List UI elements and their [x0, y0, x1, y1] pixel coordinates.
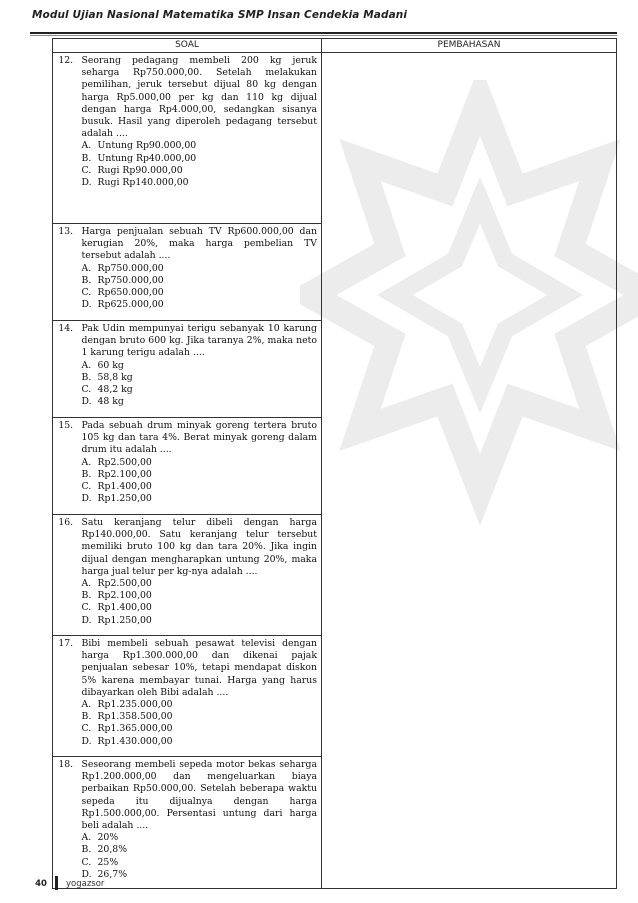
option-c: C. Rugi Rp90.000,00: [81, 164, 183, 176]
question-text: Bibi membeli sebuah pesawat televisi dengan harga Rp1.300.000,00 dan dikenai pajak penjualan sebesar 10%, tetapi mendapat diskon 5% karena membayar tunai. Harga yang harus dibayarkan oleh Bibi adalah ....: [81, 638, 317, 698]
question-cell: [79, 636, 322, 757]
header-title: Modul Ujian Nasional Matematika SMP Insan Cendekia Madani: [32, 9, 408, 21]
question-text: Seseorang membeli sepeda motor bekas seharga Rp1.200.000,00 dan mengeluarkan biaya perbaikan Rp50.000,00. Setelah beberapa waktu sepeda itu dijualnya dengan harga Rp1.500.000,00. Persentasi untung dari harga beli adalah ....: [81, 759, 317, 832]
footer-divider: [55, 876, 58, 890]
option-d: D. Rp1.250,00: [81, 493, 152, 505]
question-cell: [79, 321, 322, 418]
question-text: Pak Udin mempunyai terigu sebanyak 10 karung dengan bruto 600 kg. Jika taranya 2%, maka neto 1 karung terigu adalah ....: [81, 323, 317, 359]
question-table: [52, 38, 617, 889]
option-b: B. 58,8 kg: [81, 371, 133, 383]
question-cell: [79, 418, 322, 515]
footer-text: yogazsor: [66, 879, 105, 889]
option-a: A. Rp750.000,00: [81, 262, 164, 274]
question-number: 13.: [53, 224, 79, 321]
question-text: Seorang pedagang membeli 200 kg jeruk seharga Rp750.000,00. Setelah melakukan pemilihan, jeruk tersebut dijual 80 kg dengan harga Rp5.000,00 per kg dan 110 kg dijual dengan harga Rp4.000,00, sedangkan sisanya busuk. Hasil yang diperoleh pedagang tersebut adalah ....: [81, 55, 317, 140]
pembahasan-cell: [322, 53, 617, 889]
option-d: D. Rp625.000,00: [81, 299, 164, 311]
option-d: D. Rp1.430.000,00: [81, 735, 173, 747]
question-number: 17.: [53, 636, 79, 757]
option-c: C. 48,2 kg: [81, 384, 133, 396]
option-a: A. Rp2.500,00: [81, 456, 152, 468]
column-header-soal: SOAL: [53, 39, 322, 53]
column-header-pembahasan: PEMBAHASAN: [322, 39, 617, 53]
page-number: 40: [35, 879, 47, 889]
question-text: Pada sebuah drum minyak goreng tertera bruto 105 kg dan tara 4%. Berat minyak goreng dalam drum itu adalah ....: [81, 420, 317, 456]
question-text: Harga penjualan sebuah TV Rp600.000,00 dan kerugian 20%, maka harga pembelian TV tersebut adalah ....: [81, 226, 317, 262]
option-d: D. Rp1.250,00: [81, 614, 152, 626]
header-rule-thin: [30, 35, 617, 36]
option-a: A. Untung Rp90.000,00: [81, 140, 197, 152]
question-cell: [79, 224, 322, 321]
question-cell: [79, 515, 322, 636]
question-cell: [79, 757, 322, 889]
option-c: C. Rp1.400,00: [81, 602, 152, 614]
option-b: B. Untung Rp40.000,00: [81, 152, 197, 164]
question-cell: [79, 53, 322, 224]
option-b: B. Rp2.100,00: [81, 590, 152, 602]
question-number: 16.: [53, 515, 79, 636]
option-a: A. 60 kg: [81, 359, 124, 371]
option-d: D. 26,7%: [81, 868, 128, 880]
question-number: 12.: [53, 53, 79, 224]
question-number: 15.: [53, 418, 79, 515]
question-row: [53, 53, 617, 224]
option-b: B. Rp750.000,00: [81, 274, 164, 286]
option-a: A. Rp2.500,00: [81, 578, 152, 590]
option-d: D. 48 kg: [81, 396, 124, 408]
question-number: 14.: [53, 321, 79, 418]
option-c: C. 25%: [81, 856, 119, 868]
option-d: D. Rugi Rp140.000,00: [81, 177, 189, 189]
option-b: B. Rp1.358.500,00: [81, 711, 173, 723]
question-text: Satu keranjang telur dibeli dengan harga Rp140.000,00. Satu keranjang telur tersebut memiliki bruto 100 kg dan tara 20%. Jika ingin dijual dengan mengharapkan untung 20%, maka harga jual telur per kg-nya adalah ....: [81, 517, 317, 577]
option-b: B. Rp2.100,00: [81, 468, 152, 480]
option-b: B. 20,8%: [81, 844, 128, 856]
option-c: C. Rp650.000,00: [81, 287, 164, 299]
option-c: C. Rp1.400,00: [81, 481, 152, 493]
header-rule: [30, 32, 617, 34]
option-a: A. Rp1.235.000,00: [81, 699, 173, 711]
option-a: A. 20%: [81, 832, 119, 844]
question-number: 18.: [53, 757, 79, 889]
option-c: C. Rp1.365.000,00: [81, 723, 173, 735]
